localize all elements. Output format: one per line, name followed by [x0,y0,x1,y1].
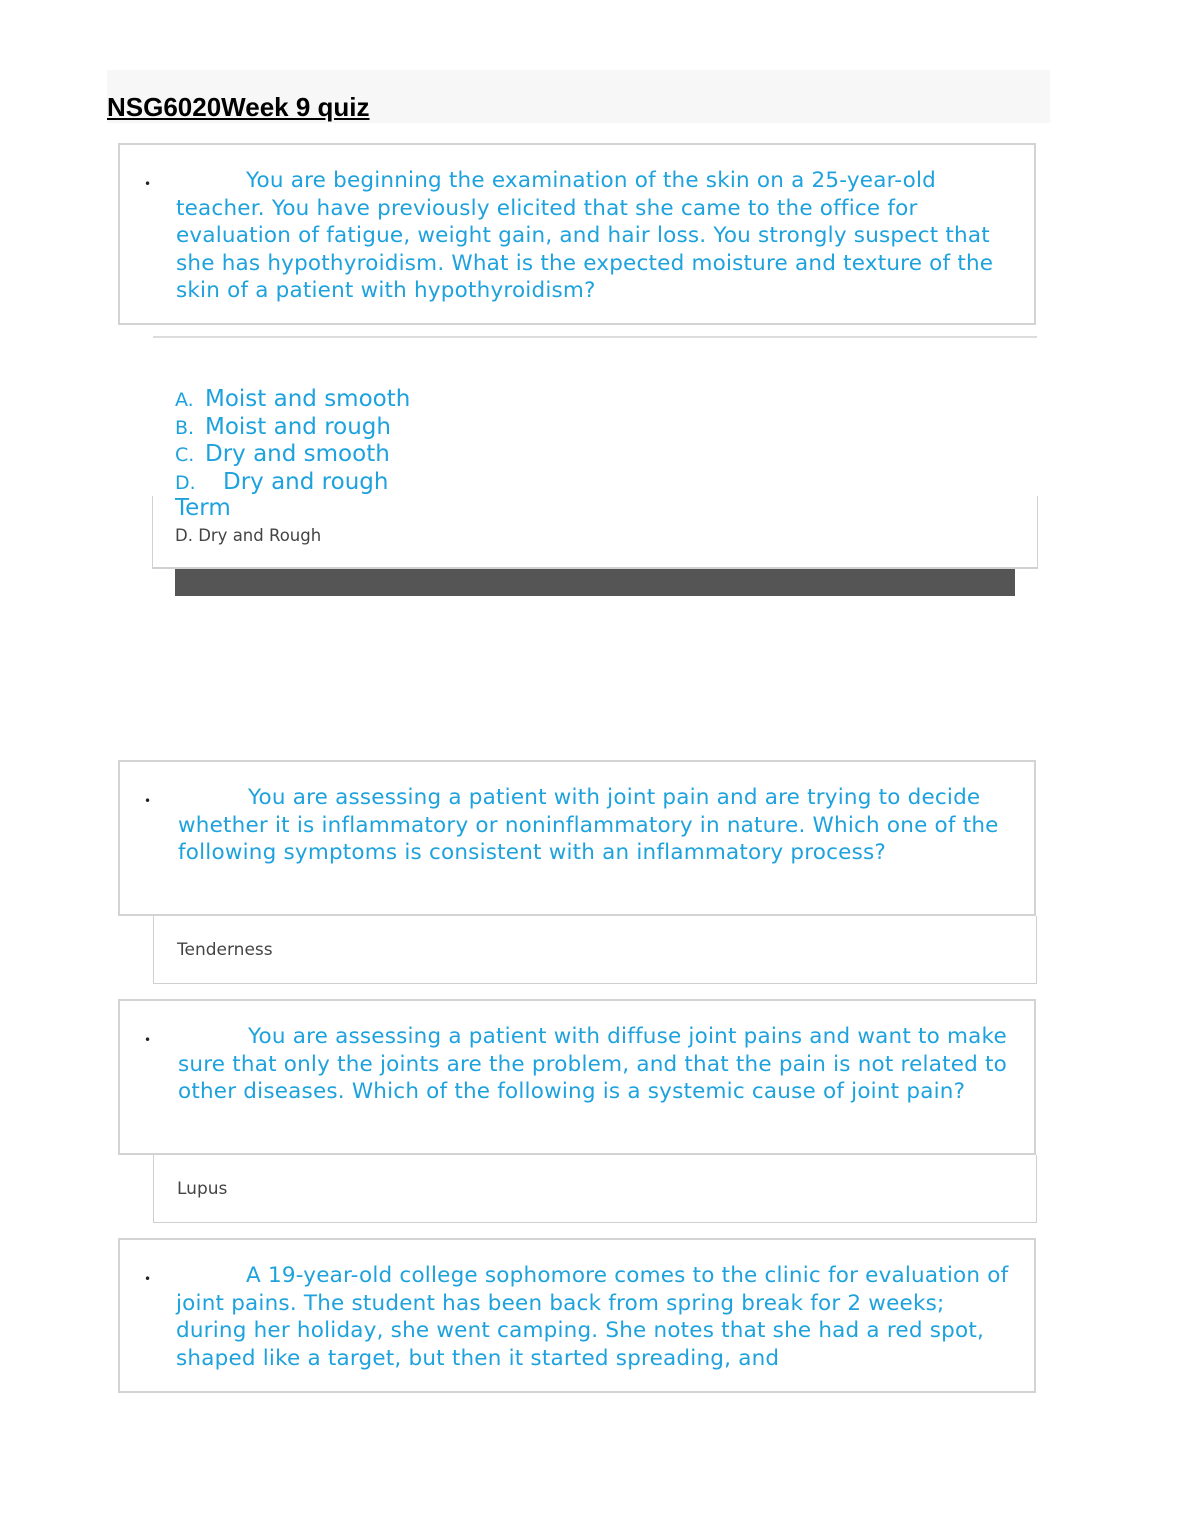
option-a[interactable]: A. Moist and smooth [175,386,411,412]
answer-options-1 [175,386,410,496]
bullet: • [144,1033,152,1047]
document-title: NSG6020Week 9 quiz [107,92,370,122]
option-b[interactable]: B. Moist and rough [175,413,391,440]
answer-card-3 [153,1155,1037,1223]
bullet: • [144,794,152,808]
divider [153,336,1037,338]
question-text-2: You are assessing a patient with joint pain and are trying to decide whether it is inflammatory or noninflammatory in nature. Which one of the following symptoms is consistent with an inflammatory process? [178,785,999,865]
answer-text-1: D. Dry and Rough [175,526,322,545]
question-text-3: You are assessing a patient with diffuse joint pains and want to make sure that only the joints are the problem, and that the pain is not related to other diseases. Which of the following is a systemic cause of joint pain? [178,1024,1007,1104]
bullet: • [144,177,152,191]
question-card-4 [118,1238,1036,1393]
term-label: Term [175,495,231,521]
option-c[interactable]: C. Dry and smooth [175,441,390,467]
answer-text-3: Lupus [177,1179,228,1199]
dark-bar [175,569,1015,596]
question-card-3 [118,999,1036,1155]
answer-card-2 [153,916,1037,984]
bullet: • [144,1272,152,1286]
option-d[interactable]: D. Dry and rough [175,468,389,495]
question-card-2 [118,760,1036,916]
question-text-1: You are beginning the examination of the skin on a 25-year-old teacher. You have previously elicited that she came to the office for evaluation of fatigue, weight gain, and hair loss. You strongly suspect that she has hypothyroidism. What is the expected moisture and texture of the skin of a patient with hypothyroidism? [176,168,994,303]
question-text-4: A 19-year-old college sophomore comes to the clinic for evaluation of joint pains. The student has been back from spring break for 2 weeks; during her holiday, she went camping. She notes that she had a red spot, shaped like a target, but then it started spreading, and [176,1263,1009,1371]
question-card-1 [118,143,1036,325]
answer-text-2: Tenderness [177,940,273,960]
